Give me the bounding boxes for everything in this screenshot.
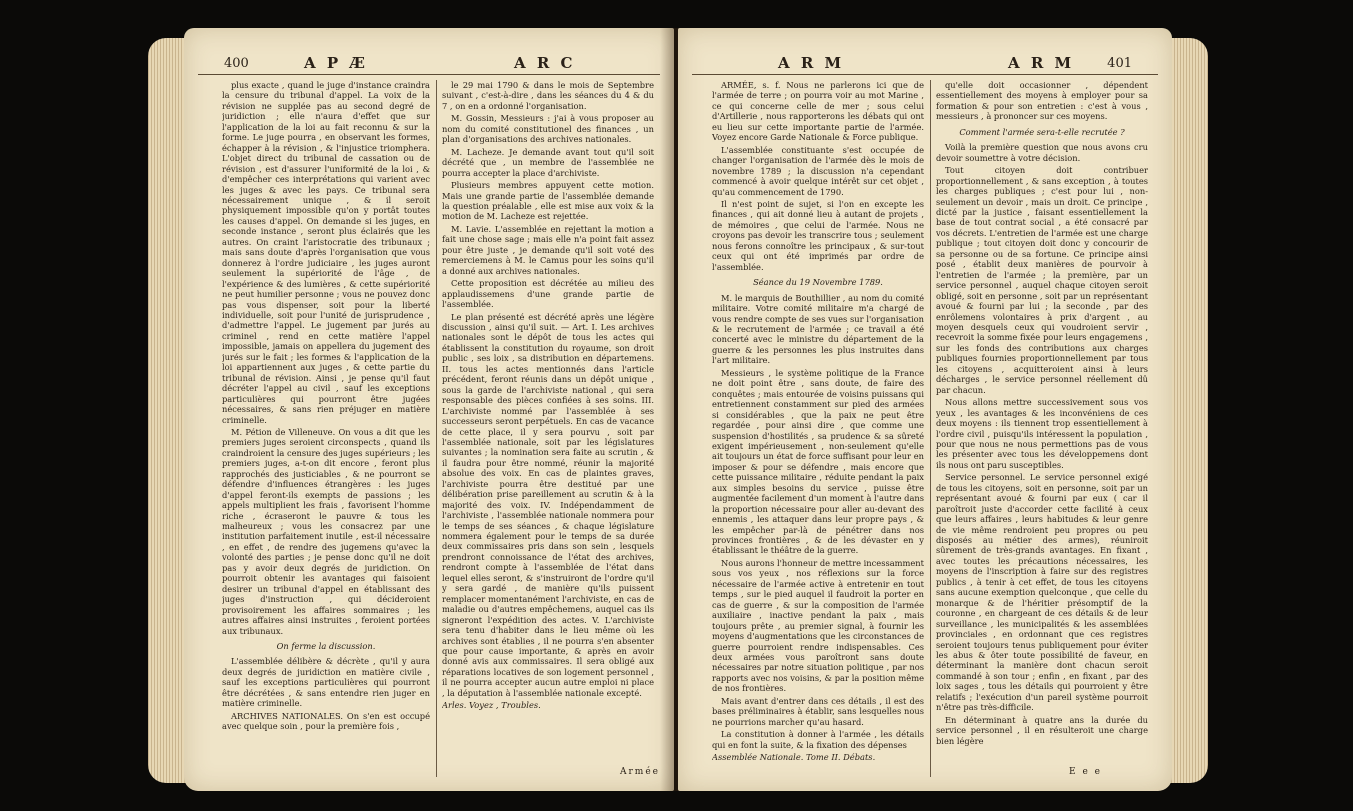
right-page-number: 401 <box>1107 56 1132 71</box>
left-page-edges <box>148 38 188 783</box>
paragraph: On ferme la discussion. <box>276 641 376 652</box>
paragraph: qu'elle doit occasionner , dépendent essentiellement des moyens à employer pour sa formation & pour son entretien : c'est à vous , messieurs , à prononcer sur ces moyens. <box>936 80 1148 122</box>
paragraph: Voilà la première question que nous avons cru devoir soumettre à votre décision. <box>936 142 1148 163</box>
right-page-edges <box>1168 38 1208 783</box>
paragraph: Nous allons mettre successivement sous vos yeux , les avantages & les inconvéniens de ces deux moyens : ils tiennent trop essentiellement à l'ordre civil , puisqu'ils intéressent la population , pour que nous ne nous permettions pas de vous les présenter avec tous les développemens dont ils nous ont paru susceptibles. <box>936 397 1148 470</box>
paragraph: M. Gossin, Messieurs : j'ai à vous proposer au nom du comité constitutionel des finances , un plan d'organisations des archives nationales. <box>442 113 654 145</box>
right-page-header-right: A R M <box>1008 54 1075 72</box>
volume-footer: Assemblée Nationale. Tome II. Débats. <box>712 752 876 763</box>
right-page <box>678 28 1172 791</box>
paragraph: M. Pétion de Villeneuve. On vous a dit que les premiers juges seroient circonspects , quand ils craindroient la censure des juges supérieurs ; les premiers juges, a-t-on dit encore , feront plus rapprochés des justiciables , & ne pourront se défendre d'influences étrangères : les juges d'appel feront-ils exempts de passions ; les appels multiplient les frais , favorisent l'homme riche , écraseront le pauvre & tous les malheureux ; vous les consacrez par une institution parfaitement inutile , est-il nécessaire , en effet , de rendre des jugemens qu'avec la volonté des parties ; je pense donc qu'il ne doit pas y avoir deux degrés de juridiction. On pourroit obtenir les avantages qui faisoient desirer un tribunal d'appel en établissant des juges d'instruction , qui décideroient provisoirement les affaires sommaires ; les autres affaires ainsi instruites , feroient portées aux tribunaux. <box>222 426 430 636</box>
paragraph: Plusieurs membres appuyent cette motion. Mais une grande partie de l'assemblée demande la question préalable , elle est mise aux voix & la motion de M. Lacheze est rejettée. <box>442 180 654 222</box>
paragraph: Tout citoyen doit contribuer proportionnellement , & sans exception , à toutes les charges publiques ; c'est pour lui , non-seulement un devoir , mais un droit. Ce principe , dicté par la justice , faisant essentiellement la base de tout contrat social , a été consacré par vos décrets. L'entretien de l'armée est une charge publique ; tout citoyen doit donc y concourir de sa personne ou de sa fortune. Ce principe ainsi posé , établit deux manières de pourvoir à l'entretien de l'armée ; la première, par un service personnel , auquel chaque citoyen seroit obligé, soit en personne , soit par un représentant avoué & fourni par lui ; la seconde , par des enrôlemens volontaires à prix d'argent , au moyen desquels ceux qui voudroient servir , recevroit la somme fixée pour leurs engagemens , sur les fonds des contributions aux charges publiques fournies proportionnellement par tous les citoyens , acquitteroient ainsi à leurs décharges , le service personnel réellement dû par chacun. <box>936 165 1148 395</box>
paragraph: le 29 mai 1790 & dans le mois de Septembre suivant , c'est-à-dire , dans les séances du 4 & du 7 , on en a ordonné l'organisation. <box>442 80 654 111</box>
right-header-rule <box>692 74 1158 75</box>
paragraph: Service personnel. Le service personnel exigé de tous les citoyens, soit en personne, soit par un représentant avoué & fourni par eux ( car il paroîtroit juste d'accorder cette facilité à ceux que leurs affaires , leurs habitudes & leur genre de vie même rendroient peu propres ou peu disposés au métier des armes), réuniroit sûrement de très-grands avantages. En fixant , avec toutes les précautions nécessaires, les moyens de l'inscription à faire sur des registres publics , à tenir à cet effet, de tous les citoyens sans aucune exemption quelconque , que celle du monarque & de l'héritier présomptif de la couronne , en chargeant de ces détails & de leur surveillance , les municipalités & les assemblées provinciales , en ordonnant que ces registres seroient toujours tenus publiquement pour éviter les abus & ôter toute possibilité de faveur, en déterminant la manière dont chacun seroit commandé à son tour ; enfin , en fixant , par des loix sages , tous les détails qui pourroient y être relatifs ; l'exécution d'un pareil système pourroit n'être pas très-difficile. <box>936 472 1148 713</box>
paragraph: Cette proposition est décrétée au milieu des applaudissemens d'une grande partie de l'assemblée. <box>442 278 654 310</box>
cross-reference: Arles. Voyez , Troubles. <box>442 700 541 711</box>
paragraph: Nous aurons l'honneur de mettre incessamment sous vos yeux , nos réflexions sur la force nécessaire de l'armée active à entretenir en tout temps , sur le pied auquel il faudroit la porter en cas de guerre , & sur la composition de l'armée auxiliaire , inactive pendant la paix , mais toujours prête , au premier signal, à fournir les moyens d'augmentations que les circonstances de guerre pourroient rendre indispensables. Ces deux armées vous paroîtront sans doute nécessaires par notre situation politique , par nos rapports avec nos voisins, & par la position même de nos frontières. <box>712 557 924 694</box>
question-heading: Comment l'armée sera-t-elle recrutée ? <box>959 126 1125 137</box>
column-divider <box>930 80 931 777</box>
paragraph: L'assemblée constituante s'est occupée de changer l'organisation de l'armée dès le mois de novembre 1789 ; la discussion n'a cependant commencé à avoir quelque intérêt sur cet objet , qu'au commencement de 1790. <box>712 144 924 197</box>
left-page-header-left: A P Æ <box>304 54 368 72</box>
paragraph: ARMÉE, s. f. Nous ne parlerons ici que de l'armée de terre ; on pourra voir au mot Marine , ce qui concerne celle de mer ; sous celui d'Artillerie , nous rapporterons les débats qui ont eu lieu sur cette importante partie de l'armée. Voyez encore Garde Nationale & Force publique. <box>712 80 924 143</box>
paragraph: La constitution à donner à l'armée , les détails qui en font la suite, & la fixation des dépenses <box>712 729 924 750</box>
session-heading: Séance du 19 Novembre 1789. <box>753 277 883 288</box>
left-page-column-1 <box>222 80 430 777</box>
right-page-header-left: A R M <box>778 54 845 72</box>
paragraph: M. Lavie. L'assemblée en rejettant la motion a fait une chose sage ; mais elle n'a point fait assez pour être juste , je demande qu'il soit voté des remerciemens à M. le Camus pour les soins qu'il a donné aux archives nationales. <box>442 223 654 276</box>
right-page-column-1 <box>712 80 924 777</box>
paragraph: Messieurs , le système politique de la France ne doit point être , sans doute, de faire des conquêtes ; mais entourée de voisins puissans qui entretiennent constamment sur pied des armées si considérables , que la paix ne peut être regardée , pour ainsi dire , que comme une suspension d'hostilités , sa prudence & sa sûreté exigent impérieusement , non-seulement qu'elle ait toujours un état de force suffisant pour leur en imposer & pour se défendre , mais encore que cette puissance militaire , réduite pendant la paix aux simples besoins du service , puisse être augmentée facilement d'un moment à l'autre dans la proportion nécessaire pour aller au-devant des ennemis , les attaquer dans leur propre pays , & les empêcher par-là de pénétrer dans nos provinces frontières , & de les dévaster en y établissant le théâtre de la guerre. <box>712 367 924 556</box>
left-page <box>184 28 674 791</box>
left-page-column-2 <box>442 80 654 777</box>
paragraph: Mais avant d'entrer dans ces détails , il est des bases préliminaires à établir, sans lesquelles nous ne pourrions marcher qu'au hasard. <box>712 695 924 727</box>
right-page-column-2 <box>936 80 1148 777</box>
paragraph: Il n'est point de sujet, si l'on en excepte les finances , qui ait donné lieu à autant de projets , de mémoires , que celui de l'armée. Nous ne croyons pas devoir les transcrire tous ; seulement nous ferons connoître les principaux , & sur-tout ceux qui ont été imprimés par ordre de l'assemblée. <box>712 198 924 272</box>
left-header-rule <box>198 74 660 75</box>
paragraph: L'assemblée délibère & décrète , qu'il y aura deux degrés de juridiction en matière civile , sauf les exceptions particulières qui pourront être décrétées , & sans entendre rien juger en matière criminelle. <box>222 656 430 709</box>
paragraph: M. Lacheze. Je demande avant tout qu'il soit décrété que , un membre de l'assemblée ne pourra accepter la place d'archiviste. <box>442 146 654 178</box>
left-page-header-right: A R C <box>514 54 576 72</box>
paragraph: plus exacte , quand le juge d'instance craindra la censure du tribunal d'appel. La voix de la révision ne supplée pas au second degré de juridiction ; elle n'aura d'effet que sur l'application de la loi au fait reconnu & sur la forme. Le juge pourra , en observant les formes, échapper à la révision , & l'injustice triomphera. L'objet direct du tribunal de cassation ou de révision , est d'assurer l'uniformité de la loi , & d'empêcher ces interprétations qui varient avec les juges & avec les pays. Ce tribunal sera nécessairement unique , & il seroit physiquement impossible qu'on y portât toutes les causes d'appel. On demande si les juges, en seconde instance , seront plus éclairés que les autres. On craint l'aristocratie des tribunaux ; mais sans doute d'après l'organisation que vous donnerez à l'ordre judiciaire , les juges auront seulement la supériorité de l'âge , de l'expérience & des lumières , & cette supériorité ne peut humilier personne ; vous ne pouvez donc pas vous dispenser, soit pour la liberté individuelle, soit pour l'unité de jurisprudence , d'admettre l'appel. Le jugement par jurés au criminel , rend en cette matière l'appel impossible, jamais on appellera du jugement des jurés sur le fait ; les formes & l'application de la loi appartiennent aux juges , & cette partie du tribunal de révision. Ainsi , je pense qu'il faut décréter l'appel au civil , sauf les exceptions particulières qui pourront être jugées nécessaires, & sans rien préjuger en matière criminelle. <box>222 80 430 425</box>
catchword: Armée <box>620 767 660 777</box>
column-divider <box>436 80 437 777</box>
signature-mark: E e e <box>1069 767 1102 777</box>
paragraph: ARCHIVES NATIONALES. On s'en est occupé avec quelque soin , pour la première fois , <box>222 710 430 732</box>
open-book <box>148 8 1208 803</box>
paragraph: M. le marquis de Bouthillier , au nom du comité militaire. Votre comité militaire m'a chargé de vous rendre compte de ses vues sur l'organisation & le recrutement de l'armée ; ce travail a été concerté avec le ministre du département de la guerre & les personnes les plus instruites dans l'art militaire. <box>712 292 924 366</box>
paragraph: En déterminant à quatre ans la durée du service personnel , il en résulteroit une charge bien légère <box>936 714 1148 746</box>
paragraph: Le plan présenté est décrété après une légère discussion , ainsi qu'il suit. — Art. I. Les archives nationales sont le dépôt de tous les actes qui établissent la constitution du royaume, son droit public , ses loix , sa distribution en départemens. II. tous les actes mentionnés dans l'article précédent, feront réunis dans un dépôt unique , sous la garde de l'archiviste national , qui sera responsable des pièces confiées à ses soins. III. L'archiviste nommé par l'assemblée à ses successeurs seront perpétuels. En cas de vacance de cette place, il y sera pourvu , soit par l'assemblée nationale, soit par les législatures suivantes ; la nomination sera faite au scrutin , & il faudra pour être nommé, réunir la majorité absolue des voix. En cas de plaintes graves, l'archiviste pourra être destitué par une délibération prise pareillement au scrutin & à la majorité des voix. IV. Indépendamment de l'archiviste , l'assemblée nationale nommera pour le temps de ses séances , & chaque législature nommera également pour le temps de sa durée deux commissaires pris dans son sein , lesquels prendront connoissance de l'état des archives, rendront compte à l'assemblée de l'état dans lequel elles seront, & s'instruiront de l'ordre qu'il y sera gardé , de manière qu'ils puissent remplacer momentanément l'archiviste, en cas de maladie ou d'autres empêchemens, auquel cas ils signeront l'expédition des actes. V. L'archiviste sera tenu d'habiter dans le lieu même où les archives sont établies , il ne pourra s'en absenter que pour cause importante, & après en avoir donné avis aux commissaires. Il sera obligé aux réparations locatives de son logement personnel , il ne pourra accepter aucun autre emploi ni place , la députation à l'assemblée nationale excepté. <box>442 311 654 698</box>
left-page-number: 400 <box>224 56 249 71</box>
